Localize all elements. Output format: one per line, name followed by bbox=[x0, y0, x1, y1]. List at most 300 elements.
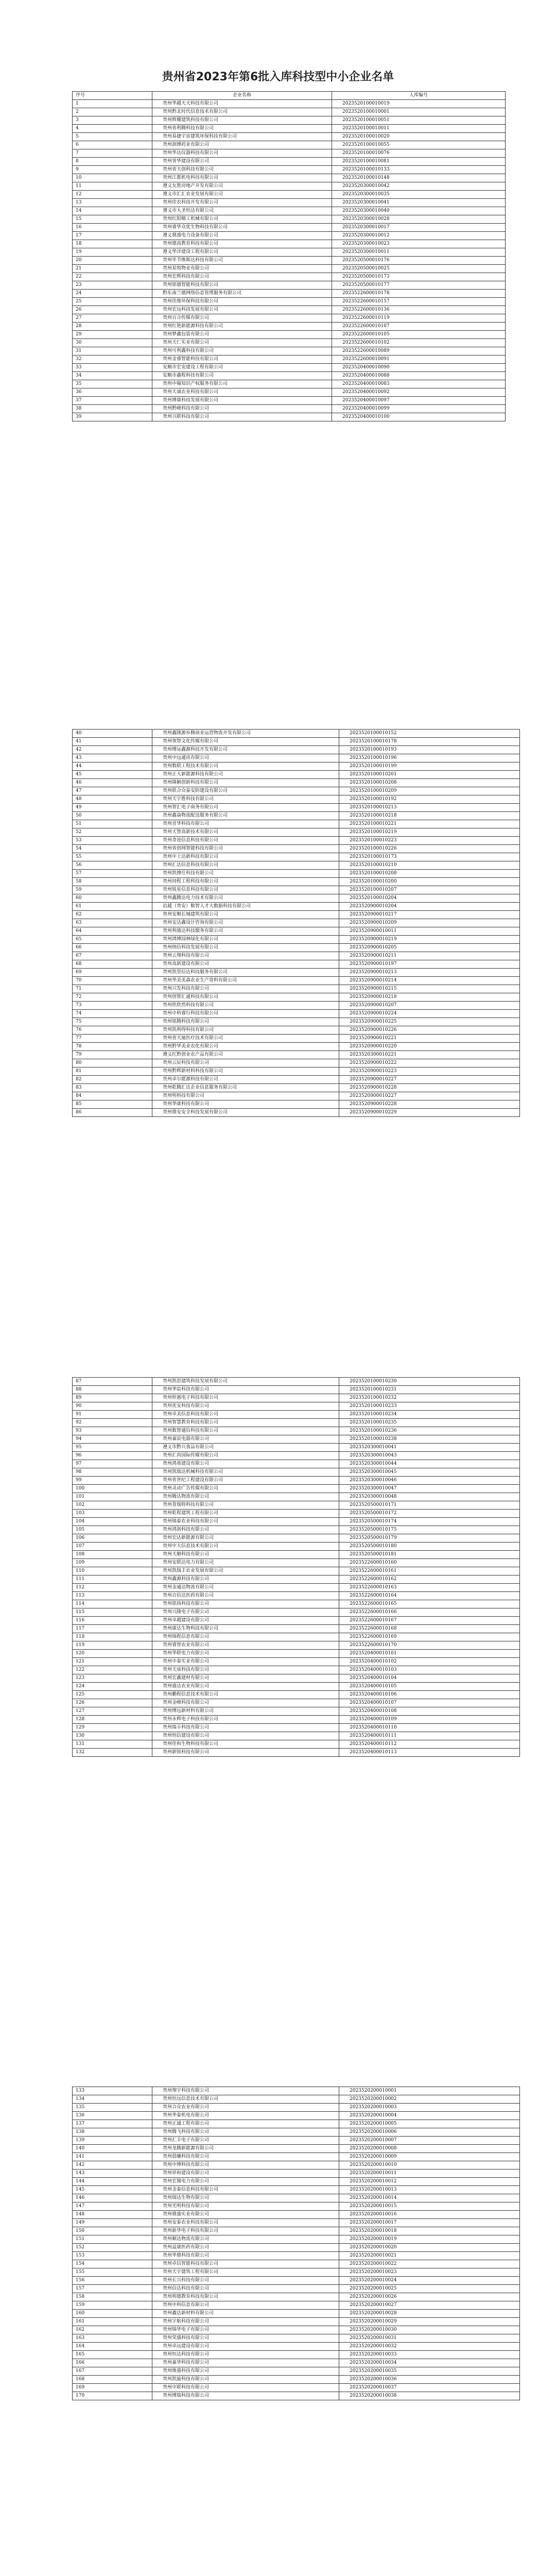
code-cell: 2023520200010016 bbox=[339, 2211, 520, 2219]
company-name-cell: 贵州卓美信息科技有限公司 bbox=[152, 1411, 339, 1419]
seq-cell: 8 bbox=[73, 158, 152, 166]
company-name-cell: 贵州安顺长城建筑有限公司 bbox=[152, 911, 339, 919]
seq-cell: 155 bbox=[73, 2268, 152, 2277]
code-cell: 2023520300010045 bbox=[339, 1468, 520, 1477]
seq-cell: 120 bbox=[73, 1650, 152, 1658]
company-name-cell: 贵州省创网智能科技有限公司 bbox=[152, 845, 339, 853]
code-cell: 2023520200010002 bbox=[339, 2095, 520, 2104]
code-cell: 2023522600010089 bbox=[332, 347, 506, 355]
company-name-cell: 黔东南兰德网络信息管理服务有限公司 bbox=[152, 290, 332, 298]
table-row bbox=[73, 199, 506, 207]
header-seq: 序号 bbox=[73, 92, 152, 100]
seq-cell: 148 bbox=[73, 2211, 152, 2219]
code-cell: 2023522600010166 bbox=[339, 1608, 520, 1617]
table-row bbox=[73, 1493, 520, 1501]
seq-cell: 142 bbox=[73, 2161, 152, 2170]
company-name-cell: 贵州黔北时代信息技术有限公司 bbox=[152, 108, 332, 116]
table-row bbox=[73, 2392, 520, 2400]
code-cell: 2023520100010152 bbox=[339, 730, 520, 738]
table-row bbox=[73, 1732, 520, 1740]
company-name-cell: 贵州汇尚国际传媒有限公司 bbox=[152, 1452, 339, 1460]
table-row bbox=[73, 927, 520, 936]
company-name-cell: 贵州兴联科技有限公司 bbox=[152, 413, 332, 421]
seq-cell: 131 bbox=[73, 1740, 152, 1749]
table-row bbox=[73, 339, 506, 347]
table-row bbox=[73, 878, 520, 886]
code-cell: 2023520900010207 bbox=[339, 1002, 520, 1010]
code-cell: 2023522600010091 bbox=[332, 355, 506, 364]
table-row bbox=[73, 2343, 520, 2351]
seq-cell: 48 bbox=[73, 795, 152, 804]
table-row bbox=[73, 2202, 520, 2211]
code-cell: 2023520900010228 bbox=[339, 1084, 520, 1092]
table-row bbox=[73, 1575, 520, 1584]
code-cell: 2023520500010175 bbox=[339, 1526, 520, 1534]
seq-cell: 141 bbox=[73, 2153, 152, 2161]
table-row bbox=[73, 1386, 520, 1394]
company-name-cell: 贵州瑞丰科技有限公司 bbox=[152, 1724, 339, 1732]
seq-cell: 98 bbox=[73, 1468, 152, 1477]
code-cell: 2023520200010028 bbox=[339, 2310, 520, 2318]
company-name-cell: 贵州新华电子科技有限公司 bbox=[152, 2227, 339, 2235]
code-cell: 2023520100010173 bbox=[339, 853, 520, 861]
company-name-cell: 贵州博康科技发展有限公司 bbox=[152, 397, 332, 405]
table-row bbox=[73, 919, 520, 927]
code-cell: 2023520900010218 bbox=[339, 993, 520, 1002]
seq-cell: 96 bbox=[73, 1452, 152, 1460]
code-cell: 2023520200010030 bbox=[339, 2326, 520, 2334]
code-cell: 2023520400010088 bbox=[332, 372, 506, 380]
table-row bbox=[73, 1084, 520, 1092]
seq-cell: 132 bbox=[73, 1749, 152, 1757]
table-row bbox=[73, 960, 520, 969]
seq-cell: 24 bbox=[73, 290, 152, 298]
table-row bbox=[73, 1551, 520, 1559]
company-name-cell: 贵州梦鑫包装有限公司 bbox=[152, 331, 332, 339]
seq-cell: 63 bbox=[73, 919, 152, 927]
code-cell: 2023522600010168 bbox=[339, 1625, 520, 1633]
company-name-cell: 贵州云辰科技有限公司 bbox=[152, 1059, 339, 1067]
seq-cell: 106 bbox=[73, 1534, 152, 1543]
seq-cell: 78 bbox=[73, 1043, 152, 1051]
code-cell: 2023520200010035 bbox=[339, 2367, 520, 2376]
code-cell: 2023520900010205 bbox=[339, 944, 520, 952]
seq-cell: 17 bbox=[73, 232, 152, 240]
code-cell: 2023520300010044 bbox=[339, 1460, 520, 1468]
company-name-cell: 贵州百信达医药有限公司 bbox=[152, 1592, 339, 1600]
table-row bbox=[73, 2112, 520, 2120]
table-row bbox=[73, 2120, 520, 2128]
seq-cell: 42 bbox=[73, 746, 152, 754]
table-row bbox=[73, 1600, 520, 1608]
table-page-3 bbox=[72, 1377, 485, 1757]
seq-cell: 52 bbox=[73, 828, 152, 837]
seq-cell: 90 bbox=[73, 1402, 152, 1411]
table-row bbox=[73, 1683, 520, 1691]
code-cell: 2023520500010174 bbox=[339, 1518, 520, 1526]
seq-cell: 153 bbox=[73, 2252, 152, 2260]
company-table bbox=[72, 729, 520, 1117]
company-name-cell: 贵州顺达物流有限公司 bbox=[152, 2235, 339, 2244]
company-name-cell: 贵州华达仪器科技有限公司 bbox=[152, 149, 332, 158]
company-name-cell: 贵州华宸科技有限公司 bbox=[152, 1386, 339, 1394]
seq-cell: 118 bbox=[73, 1633, 152, 1641]
code-cell: 2023520400010111 bbox=[339, 1732, 520, 1740]
seq-cell: 133 bbox=[73, 2087, 152, 2095]
seq-cell: 25 bbox=[73, 298, 152, 306]
company-name-cell: 贵州卓越建设有限公司 bbox=[152, 1617, 339, 1625]
seq-cell: 36 bbox=[73, 388, 152, 397]
company-name-cell: 贵州鑫达新材料有限公司 bbox=[152, 2310, 339, 2318]
company-name-cell: 贵州天智高新技术有限公司 bbox=[152, 828, 339, 837]
company-name-cell: 贵州凯思建筑科技发展有限公司 bbox=[152, 1378, 339, 1386]
company-name-cell: 贵州锐星信息科技有限公司 bbox=[152, 886, 339, 894]
company-name-cell: 贵州誉华建设有限公司 bbox=[152, 158, 332, 166]
code-cell: 2023520200010037 bbox=[339, 2384, 520, 2392]
table-row bbox=[73, 911, 520, 919]
seq-cell: 161 bbox=[73, 2318, 152, 2326]
seq-cell: 156 bbox=[73, 2277, 152, 2285]
company-name-cell: 贵州新锐科技有限公司 bbox=[152, 1749, 339, 1757]
table-row bbox=[73, 2301, 520, 2310]
seq-cell: 114 bbox=[73, 1600, 152, 1608]
code-cell: 2023520900010219 bbox=[339, 936, 520, 944]
code-cell: 2023520100010213 bbox=[339, 804, 520, 812]
seq-cell: 10 bbox=[73, 174, 152, 182]
company-name-cell: 贵州联合众泰安防建设有限公司 bbox=[152, 787, 339, 795]
code-cell: 2023520100010231 bbox=[339, 1386, 520, 1394]
table-row bbox=[73, 2351, 520, 2359]
table-row bbox=[73, 265, 506, 273]
table-row bbox=[73, 1460, 520, 1468]
seq-cell: 126 bbox=[73, 1699, 152, 1707]
table-row bbox=[73, 1100, 520, 1109]
company-name-cell: 贵州凯旋科技有限公司 bbox=[152, 2376, 339, 2384]
code-cell: 2023522600010169 bbox=[339, 1633, 520, 1641]
code-cell: 2023520900010217 bbox=[339, 911, 520, 919]
company-name-cell: 贵州华鼎科技有限公司 bbox=[152, 2252, 339, 2260]
code-cell: 2023522600010178 bbox=[332, 290, 506, 298]
company-name-cell: 贵州鑫源科技有限公司 bbox=[152, 1575, 339, 1584]
seq-cell: 88 bbox=[73, 1386, 152, 1394]
code-cell: 2023520900010226 bbox=[339, 1026, 520, 1035]
code-cell: 2023520200010012 bbox=[339, 2178, 520, 2186]
company-name-cell: 贵州鑫腾达电力技术有限公司 bbox=[152, 894, 339, 903]
table-row bbox=[73, 364, 506, 372]
code-cell: 2023520200010013 bbox=[339, 2186, 520, 2194]
table-row bbox=[73, 1002, 520, 1010]
seq-cell: 143 bbox=[73, 2170, 152, 2178]
code-cell: 2023520500010180 bbox=[339, 1543, 520, 1551]
seq-cell: 21 bbox=[73, 265, 152, 273]
seq-cell: 9 bbox=[73, 166, 152, 174]
table-row bbox=[73, 2334, 520, 2343]
company-name-cell: 贵州智汇电子商务有限公司 bbox=[152, 804, 339, 812]
company-name-cell: 贵州佳和生物科技有限公司 bbox=[152, 1740, 339, 1749]
code-cell: 2023520100010235 bbox=[339, 1419, 520, 1427]
table-row bbox=[73, 2326, 520, 2334]
company-name-cell: 贵州宏达新能源有限公司 bbox=[152, 1534, 339, 1543]
company-name-cell: 贵州恒达科技有限公司 bbox=[152, 2351, 339, 2359]
seq-cell: 37 bbox=[73, 397, 152, 405]
table-row bbox=[73, 273, 506, 281]
seq-cell: 2 bbox=[73, 108, 152, 116]
table-row bbox=[73, 894, 520, 903]
seq-cell: 69 bbox=[73, 969, 152, 977]
table-row bbox=[73, 2252, 520, 2260]
code-cell: 2023520200010009 bbox=[339, 2153, 520, 2161]
code-cell: 2023520900010011 bbox=[339, 927, 520, 936]
seq-cell: 163 bbox=[73, 2334, 152, 2343]
code-cell: 2023520200010022 bbox=[339, 2260, 520, 2268]
company-name-cell: 贵州奇迹信息科技有限公司 bbox=[152, 837, 339, 845]
table-row bbox=[73, 314, 506, 323]
company-name-cell: 贵州凯里信达科技服务有限公司 bbox=[152, 969, 339, 977]
company-name-cell: 贵州华康科技有限公司 bbox=[152, 1100, 339, 1109]
table-row bbox=[73, 944, 520, 952]
code-cell: 2023520200010034 bbox=[339, 2359, 520, 2367]
company-name-cell: 贵州明德教育科技有限公司 bbox=[152, 2293, 339, 2301]
header-name: 企业名称 bbox=[152, 92, 332, 100]
seq-cell: 144 bbox=[73, 2178, 152, 2186]
table-row bbox=[73, 1059, 520, 1067]
table-row bbox=[73, 1452, 520, 1460]
table-row bbox=[73, 215, 506, 224]
page-title: 贵州省2023年第6批入库科技型中小企业名单 bbox=[162, 71, 394, 83]
table-row bbox=[73, 1510, 520, 1518]
code-cell: 2023520500010172 bbox=[339, 1510, 520, 1518]
code-cell: 2023522600010107 bbox=[332, 323, 506, 331]
company-name-cell: 贵州创智汇通科技有限公司 bbox=[152, 993, 339, 1002]
table-row bbox=[73, 174, 506, 182]
code-cell: 2023522600010167 bbox=[339, 1617, 520, 1625]
company-name-cell: 贵州中泰实业有限公司 bbox=[152, 1658, 339, 1666]
code-cell: 2023520100010020 bbox=[332, 133, 506, 141]
table-row bbox=[73, 1543, 520, 1551]
company-name-cell: 贵州黔峰科技有限公司 bbox=[152, 405, 332, 413]
company-name-cell: 贵州腾飞科技有限公司 bbox=[152, 2128, 339, 2137]
seq-cell: 73 bbox=[73, 1002, 152, 1010]
company-name-cell: 贵州同程工程科技有限公司 bbox=[152, 878, 339, 886]
company-name-cell: 贵州金睿智能科技有限公司 bbox=[152, 355, 332, 364]
table-row bbox=[73, 413, 506, 421]
table-row bbox=[73, 746, 520, 754]
seq-cell: 3 bbox=[73, 116, 152, 125]
seq-cell: 94 bbox=[73, 1435, 152, 1444]
code-cell: 2023520300010011 bbox=[332, 248, 506, 257]
code-cell: 2023520300010035 bbox=[332, 191, 506, 199]
company-name-cell: 安顺市鑫程科技有限公司 bbox=[152, 372, 332, 380]
table-row bbox=[73, 2227, 520, 2235]
seq-cell: 111 bbox=[73, 1575, 152, 1584]
table-row bbox=[73, 1477, 520, 1485]
code-cell: 2023520400010104 bbox=[339, 1674, 520, 1683]
code-cell: 2023522600010157 bbox=[332, 298, 506, 306]
code-cell: 2023520400010083 bbox=[332, 380, 506, 388]
seq-cell: 22 bbox=[73, 273, 152, 281]
seq-cell: 140 bbox=[73, 2145, 152, 2153]
seq-cell: 107 bbox=[73, 1543, 152, 1551]
company-name-cell: 贵州红阳精工机械有限公司 bbox=[152, 215, 332, 224]
code-cell: 2023520200010020 bbox=[339, 2244, 520, 2252]
seq-cell: 61 bbox=[73, 903, 152, 911]
table-row bbox=[73, 2095, 520, 2104]
seq-cell: 135 bbox=[73, 2104, 152, 2112]
table-page-4 bbox=[72, 2087, 485, 2400]
code-cell: 2023522600010161 bbox=[339, 1567, 520, 1575]
seq-cell: 101 bbox=[73, 1493, 152, 1501]
table-row bbox=[73, 116, 506, 125]
company-name-cell: 贵州锦程信息有限公司 bbox=[152, 1633, 339, 1641]
company-name-cell: 贵州兴隆电子有限公司 bbox=[152, 1608, 339, 1617]
company-name-cell: 贵州乾腾汇达企业信息服务有限公司 bbox=[152, 1084, 339, 1092]
code-cell: 2023520300010017 bbox=[332, 224, 506, 232]
code-cell: 2023520100010201 bbox=[339, 771, 520, 779]
company-name-cell: 贵州宏辉科技有限公司 bbox=[152, 273, 332, 281]
company-name-cell: 贵州中联科技有限公司 bbox=[152, 2384, 339, 2392]
code-cell: 2023522600010102 bbox=[332, 339, 506, 347]
code-cell: 2023520300010042 bbox=[332, 182, 506, 191]
company-name-cell: 贵州润博药业有限公司 bbox=[152, 141, 332, 149]
table-row bbox=[73, 1485, 520, 1493]
seq-cell: 115 bbox=[73, 1608, 152, 1617]
table-row bbox=[73, 779, 520, 787]
code-cell: 2023520900010211 bbox=[339, 952, 520, 960]
company-name-cell: 贵州金泰信息科技有限公司 bbox=[152, 2186, 339, 2194]
company-name-cell: 贵州数联工程技术有限公司 bbox=[152, 762, 339, 771]
table-row bbox=[73, 2186, 520, 2194]
seq-cell: 81 bbox=[73, 1067, 152, 1076]
table-page-1 bbox=[72, 91, 485, 421]
table-row bbox=[73, 1026, 520, 1035]
table-row bbox=[73, 1699, 520, 1707]
code-cell: 2023520900010228 bbox=[339, 1100, 520, 1109]
table-row bbox=[73, 2376, 520, 2384]
company-name-cell: 贵州卓远建设有限公司 bbox=[152, 2343, 339, 2351]
table-row bbox=[73, 2170, 520, 2178]
code-cell: 2023520500010173 bbox=[332, 273, 506, 281]
company-name-cell: 贵州江都机电科技有限公司 bbox=[152, 174, 332, 182]
code-cell: 2023520100010238 bbox=[339, 1435, 520, 1444]
seq-cell: 162 bbox=[73, 2326, 152, 2334]
company-name-cell: 贵州中科睿行科技有限公司 bbox=[152, 1010, 339, 1018]
seq-cell: 71 bbox=[73, 985, 152, 993]
company-name-cell: 贵州明科技有限公司 bbox=[152, 1092, 339, 1100]
table-row bbox=[73, 1740, 520, 1749]
seq-cell: 158 bbox=[73, 2293, 152, 2301]
company-name-cell: 贵州省利腾科技有限公司 bbox=[152, 125, 332, 133]
seq-cell: 112 bbox=[73, 1584, 152, 1592]
code-cell: 2023520500010171 bbox=[339, 1501, 520, 1510]
code-cell: 2023520100010076 bbox=[332, 149, 506, 158]
table-row bbox=[73, 108, 506, 116]
table-page-2 bbox=[72, 729, 485, 1117]
seq-cell: 84 bbox=[73, 1092, 152, 1100]
company-name-cell: 贵州中翰知识产权服务有限公司 bbox=[152, 380, 332, 388]
seq-cell: 44 bbox=[73, 762, 152, 771]
seq-cell: 93 bbox=[73, 1427, 152, 1435]
seq-cell: 86 bbox=[73, 1109, 152, 1117]
seq-cell: 160 bbox=[73, 2310, 152, 2318]
code-cell: 2023520900010229 bbox=[339, 1109, 520, 1117]
table-row bbox=[73, 2268, 520, 2277]
company-name-cell: 贵州睿华众优生物科技有限公司 bbox=[152, 224, 332, 232]
company-name-cell: 贵州翔宇科技有限公司 bbox=[152, 2087, 339, 2095]
company-name-cell: 贵州隆颖创新科技有限公司 bbox=[152, 779, 339, 787]
company-name-cell: 贵州优安科技有限公司 bbox=[152, 1402, 339, 1411]
seq-cell: 149 bbox=[73, 2219, 152, 2227]
company-name-cell: 贵州黔辉新材料科技有限公司 bbox=[152, 1067, 339, 1076]
company-name-cell: 贵州维盛科技有限公司 bbox=[152, 2367, 339, 2376]
seq-cell: 75 bbox=[73, 1018, 152, 1026]
code-cell: 2023520200010029 bbox=[339, 2318, 520, 2326]
table-row bbox=[73, 1501, 520, 1510]
company-name-cell: 遵义红黔创业农产品有限公司 bbox=[152, 1051, 339, 1059]
company-name-cell: 贵州凯瑞丰农业发展有限公司 bbox=[152, 1567, 339, 1575]
table-row bbox=[73, 2293, 520, 2301]
seq-cell: 121 bbox=[73, 1658, 152, 1666]
seq-cell: 145 bbox=[73, 2186, 152, 2194]
table-row bbox=[73, 100, 506, 108]
table-row bbox=[73, 985, 520, 993]
company-name-cell: 贵州天顺科技有限公司 bbox=[152, 1551, 339, 1559]
table-row bbox=[73, 1724, 520, 1732]
code-cell: 2023520100010081 bbox=[332, 158, 506, 166]
seq-cell: 159 bbox=[73, 2301, 152, 2310]
code-cell: 2023520100010207 bbox=[339, 886, 520, 894]
seq-cell: 164 bbox=[73, 2343, 152, 2351]
seq-cell: 70 bbox=[73, 977, 152, 985]
company-name-cell: 贵州博瑞科技有限公司 bbox=[152, 2392, 339, 2400]
seq-cell: 26 bbox=[73, 306, 152, 314]
seq-cell: 113 bbox=[73, 1592, 152, 1600]
code-cell: 2023520300010043 bbox=[339, 1452, 520, 1460]
table-row bbox=[73, 290, 506, 298]
seq-cell: 137 bbox=[73, 2120, 152, 2128]
table-row bbox=[73, 762, 520, 771]
table-row bbox=[73, 1691, 520, 1699]
company-name-cell: 贵州鸿润科技有限公司 bbox=[152, 1526, 339, 1534]
code-cell: 2023520900010204 bbox=[339, 903, 520, 911]
seq-cell: 46 bbox=[73, 779, 152, 787]
company-name-cell: 贵州华美美森农业生产资料有限公司 bbox=[152, 977, 339, 985]
company-name-cell: 贵州锦华电子有限公司 bbox=[152, 2326, 339, 2334]
company-name-cell: 贵州纳信科技发展有限公司 bbox=[152, 944, 339, 952]
seq-cell: 6 bbox=[73, 141, 152, 149]
company-name-cell: 贵州博远新材料有限公司 bbox=[152, 1707, 339, 1716]
company-name-cell: 贵州灵动广告传媒有限公司 bbox=[152, 1485, 339, 1493]
seq-cell: 123 bbox=[73, 1674, 152, 1683]
seq-cell: 49 bbox=[73, 804, 152, 812]
table-row bbox=[73, 133, 506, 141]
table-row bbox=[73, 281, 506, 290]
company-name-cell: 遵义华洋建设工程有限公司 bbox=[152, 248, 332, 257]
table-row bbox=[73, 388, 506, 397]
code-cell: 2023520200010032 bbox=[339, 2343, 520, 2351]
company-name-cell: 贵州中大信息技术有限公司 bbox=[152, 1543, 339, 1551]
table-row bbox=[73, 1716, 520, 1724]
company-name-cell: 贵州鹏程信息技术有限公司 bbox=[152, 1691, 339, 1699]
company-name-cell: 遵义市大圣恒达有限公司 bbox=[152, 207, 332, 215]
table-row bbox=[73, 2310, 520, 2318]
table-row bbox=[73, 1518, 520, 1526]
code-cell: 2023520200010014 bbox=[339, 2194, 520, 2202]
table-row bbox=[73, 2260, 520, 2268]
code-cell: 2023522600010162 bbox=[339, 1575, 520, 1584]
code-cell: 2023520100010208 bbox=[339, 870, 520, 878]
table-row bbox=[73, 149, 506, 158]
seq-cell: 74 bbox=[73, 1010, 152, 1018]
